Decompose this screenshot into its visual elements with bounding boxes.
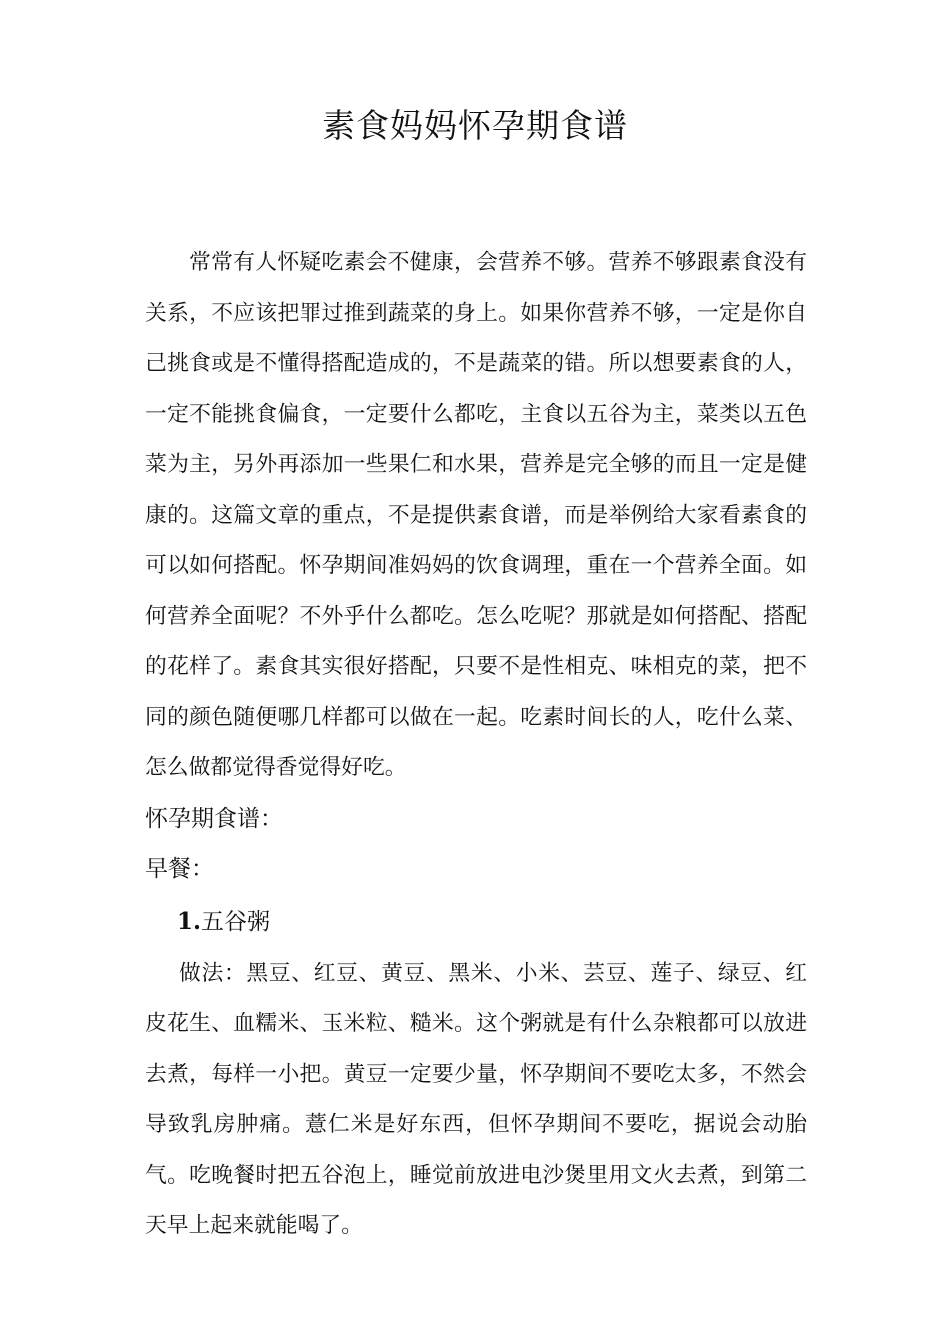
document-body xyxy=(145,238,807,1252)
intro-paragraph: 常常有人怀疑吃素会不健康，会营养不够。营养不够跟素食没有关系，不应该把罪过推到蔬菜的身上。如果你营养不够，一定是你自己挑食或是不懂得搭配造成的，不是蔬菜的错。所以想要素食的人，一定不能挑食偏食，一定要什么都吃，主食以五谷为主，菜类以五色菜为主，另外再添加一些果仁和水果，营养是完全够的而且一定是健康的。这篇文章的重点，不是提供素食谱，而是举例给大家看素食的可以如何搭配。怀孕期间准妈妈的饮食调理，重在一个营养全面。如何营养全面呢？不外乎什么都吃。怎么吃呢？那就是如何搭配、搭配的花样了。素食其实很好搭配，只要不是性相克、味相克的菜，把不同的颜色随便哪几样都可以做在一起。吃素时间长的人，吃什么菜、怎么做都觉得香觉得好吃。 xyxy=(145,250,807,780)
recipe-name: 五谷粥 xyxy=(201,908,271,935)
recipe-paragraph: 做法：黑豆、红豆、黄豆、黑米、小米、芸豆、莲子、绿豆、红皮花生、血糯米、玉米粒、糙米。这个粥就是有什么杂粮都可以放进去煮，每样一小把。黄豆一定要少量，怀孕期间不要吃太多，不然会导致乳房肿痛。薏仁米是好东西，但怀孕期间不要吃，据说会动胎气。吃晚餐时把五谷泡上，睡觉前放进电沙煲里用文火去煮，到第二天早上起来就能喝了。 xyxy=(145,960,807,1238)
section-heading: 怀孕期食谱： xyxy=(145,805,283,832)
page-title: 素食妈妈怀孕期食谱 xyxy=(322,106,628,145)
recipe-number: 1. xyxy=(177,907,202,935)
recipe-heading xyxy=(145,895,807,949)
meal-heading: 早餐： xyxy=(145,856,214,882)
